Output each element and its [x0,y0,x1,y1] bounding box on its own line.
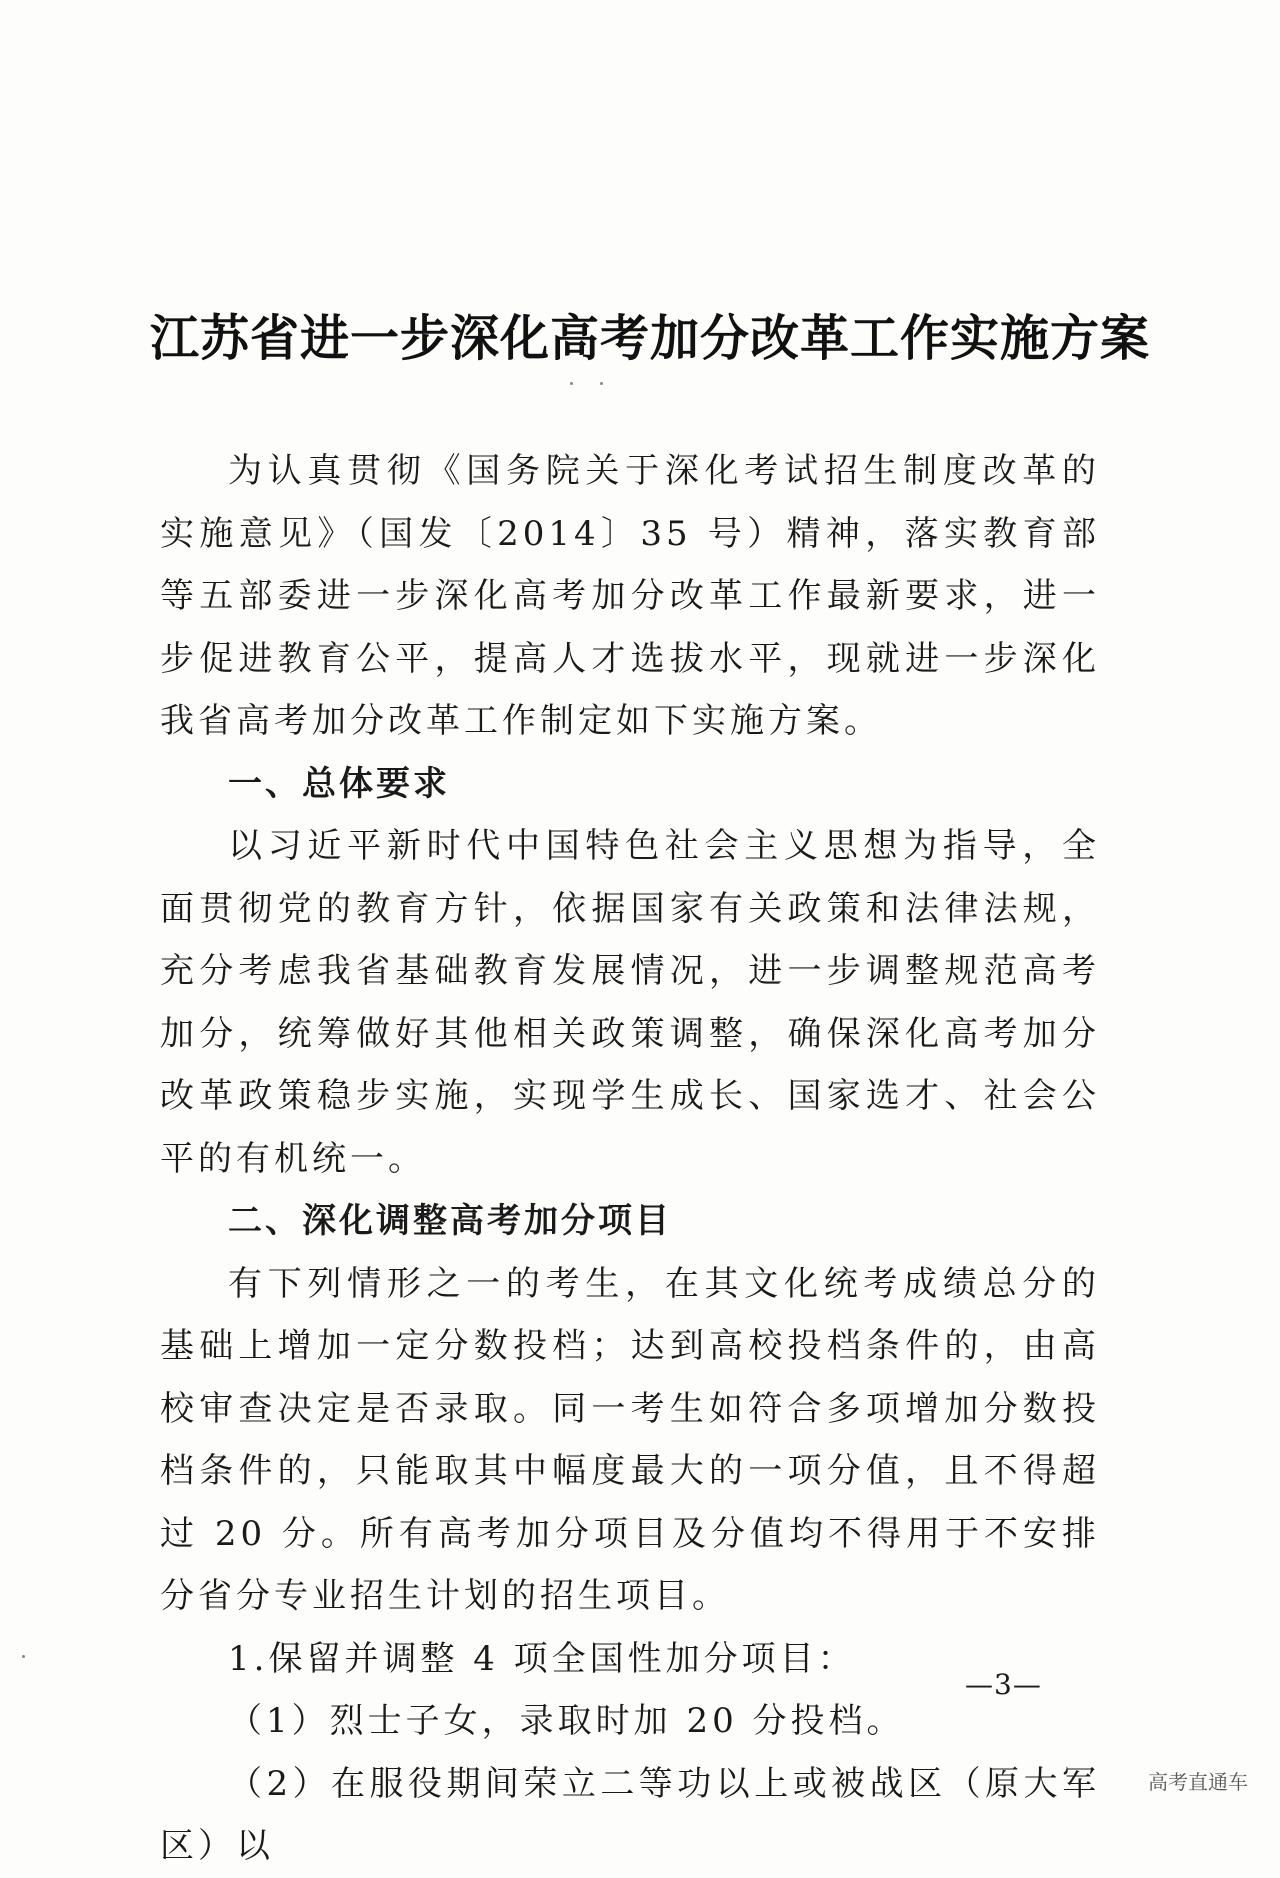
section-heading-2: 二、深化调整高考加分项目 [228,1201,672,1241]
section-heading-1: 一、总体要求 [228,763,450,804]
scan-speck [570,382,573,385]
section-1-paragraph: 以习近平新时代中国特色社会主义思想为指导，全面贯彻党的教育方针，依据国家有关政策和法律法规，充分考虑我省基础教育发展情况，进一步调整规范高考加分，统筹做好其他相关政策调整，确保深化高考加分改革政策稳步实施，实现学生成长、国家选才、社会公平的有机统一。 [160,826,1100,1179]
document-title: 江苏省进一步深化高考加分改革工作实施方案 [150,309,1151,367]
section-2-paragraph: 有下列情形之一的考生，在其文化统考成绩总分的基础上增加一定分数投档；达到高校投档条件的，由高校审查决定是否录取。同一考生如符合多项增加分数投档条件的，只能取其中幅度最大的一项分值，且不得超过 20 分。所有高考加分项目及分值均不得用于不安排分省分专业招生计划的招生项目。 [160,1263,1100,1616]
scan-speck [22,1655,25,1658]
scan-speck [600,382,603,385]
item-1-sub-1: （1）烈士子女，录取时加 20 分投档。 [228,1701,905,1741]
document-body [160,440,1100,1878]
item-1-sub-2: （2）在服役期间荣立二等功以上或被战区（原大军区）以 [160,1763,1100,1866]
page-number: —3— [965,1668,1042,1701]
item-1-heading: 1.保留并调整 4 项全国性加分项目： [228,1638,856,1679]
watermark: 高考直通车 [1148,1770,1248,1794]
intro-paragraph: 为认真贯彻《国务院关于深化考试招生制度改革的实施意见》（国发〔2014〕35 号）精神，落实教育部等五部委进一步深化高考加分改革工作最新要求，进一步促进教育公平，提高人才选拔水平，现就进一步深化我省高考加分改革工作制定如下实施方案。 [160,451,1100,741]
